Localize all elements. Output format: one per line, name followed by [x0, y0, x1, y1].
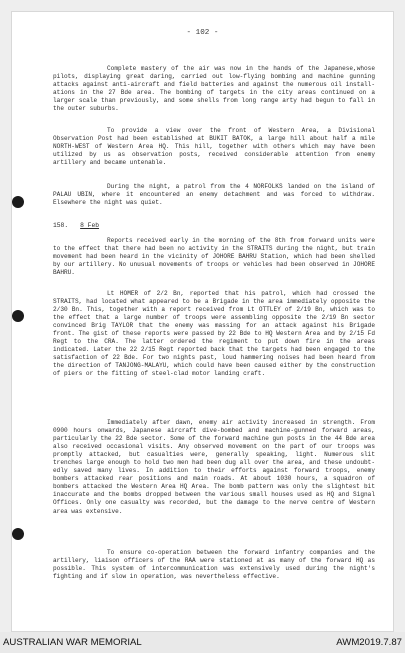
punch-hole — [12, 196, 24, 208]
paragraph-air-mastery: Complete mastery of the air was now in the hands of the Japanese,whose pilots, displaying great daring, carried out low-flying bombing and machine gunning attacks against anti-aircraft and field batteries and against the numerous oil install-ations in the 27 Bde area. The bombing of targets in the city areas continued on a larger scale than previously, and some shells from long range arty had begun to fall in the outer suburbs. — [53, 65, 375, 113]
section-number: 158. — [53, 222, 69, 229]
paragraph-morning-reports: Reports received early in the morning of the 8th from forward units were to the effect that there had been no activity in the STRAITS during the night, but train movement had been heard in the vicinity of JOHORE BAHRU Station, which had been shelled by our artillery. No unusual movements of troops or vehicles had been observed in JOHORE BAHRU. — [53, 237, 375, 277]
footer-credit: AUSTRALIAN WAR MEMORIAL — [3, 637, 142, 648]
paragraph-observation-post: To provide a view over the front of Western Area, a Divisional Observation Post had been established at BUKIT BATOK, a large hill about half a mile NORTH-WEST of Western Area HQ. This hill, together with others which may have been utilized by us as observation posts, received considerable attention from enemy artillery and became untenable. — [53, 127, 375, 167]
footer-reference: AWM2019.7.87 — [336, 637, 402, 648]
section-heading — [53, 222, 99, 229]
paragraph-patrol-reports: Lt HOMER of 2/2 Bn, reported that his patrol, which had crossed the STRAITS, had located what appeared to be a Brigade in the area immediately opposite the 2/30 Bn. This, together with a report received from Lt OTTLEY of 2/19 Bn, which was to the effect that a large number of troops were assembling opposite the 2/19 Bn sector convinced Brig TAYLOR that the enemy was massing for an attack against his Brigade front. The gist of these reports were passed by 22 Bde to HQ Western Area and by 2/15 Fd Regt to the CRA. The latter ordered the regiment to put down fire in the areas indicated. Later the 22 2/15 Regt reported back that the targets had been engaged to the satisfaction of 22 Bde. For two nights past, loud hammering noises had been heard from the direction of TANJONG-MALAYU, which could have been caused either by the construction of piers or the fitting of steel-clad motor landing craft. — [53, 290, 375, 378]
paragraph-night-patrol: During the night, a patrol from the 4 NORFOLKS landed on the island of PALAU UBIN, where it encountered an enemy detachment and was forced to withdraw. Elsewhere the night was quiet. — [53, 183, 375, 207]
punch-hole — [12, 528, 24, 540]
section-date: 8 Feb — [80, 222, 100, 229]
paragraph-air-activity: Immediately after dawn, enemy air activity increased in strength. From 0900 hours onwards, Japanese aircraft dive-bombed and machine-gunned forward areas, particularly the 22 Bde sector. Some of the forward machine gun posts in the 44 Bde area also received occasional visits. Any observed movement on the part of our troops was promptly attacked, but casualties were, generally speaking, light. Numerous slit trenches large enough to hold two men had been dug all over the area, and these undoubt-edly saved many lives. In addition to their efforts against forward troops, enemy bombers attacked rear positions and main roads. At about 1030 hours, a squadron of bombers attacked the Western Area HQ Area. The bomb pattern was only the slightest bit inaccurate and the bombs dropped between the various small houses used as HQ and Signal Offices. Only one casualty was recorded, but the damage to the nerve centre of Western area was extensive. — [53, 419, 375, 515]
paragraph-liaison: To ensure co-operation between the forward infantry companies and the artillery, liaison officers of the RAA were stationed at as many of the forward HQ as possible. This system of intercommunication was extensively used during the night's fighting and if slow in operation, was nevertheless effective. — [53, 549, 375, 581]
page-number: - 102 - — [186, 29, 219, 37]
punch-hole — [12, 310, 24, 322]
footer-bar — [0, 632, 405, 653]
